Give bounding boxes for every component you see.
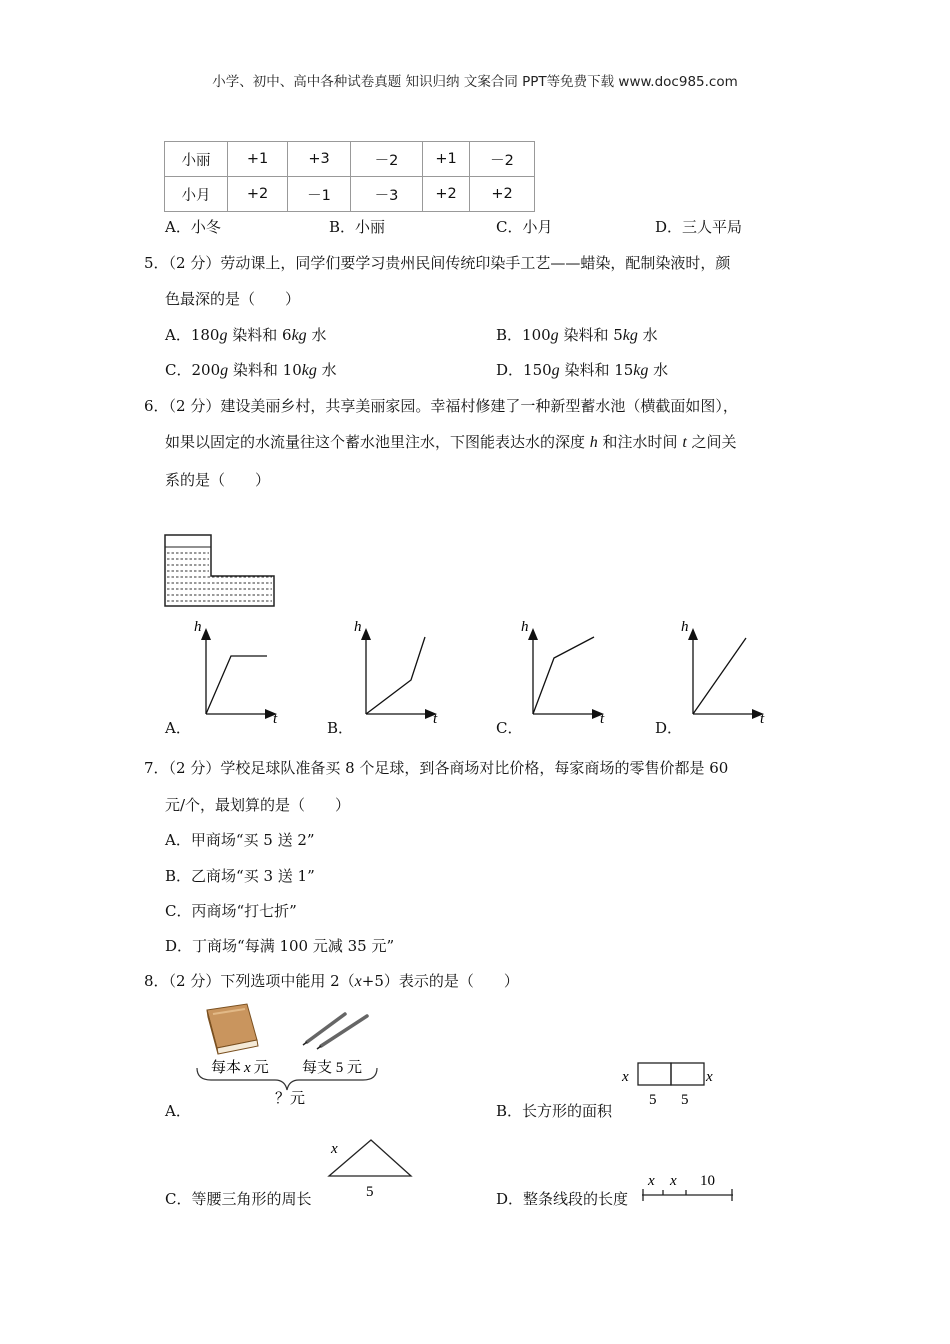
q7-option-a: A．甲商场“买 5 送 2” bbox=[165, 831, 315, 849]
axis-t-label: t bbox=[600, 711, 605, 726]
axis-h-label: h bbox=[354, 619, 362, 635]
q7-option-b: B．乙商场“买 3 送 1” bbox=[165, 867, 315, 885]
book-icon bbox=[207, 1004, 258, 1054]
rect-left bbox=[638, 1063, 671, 1085]
q4-option-c: C．小月 bbox=[496, 218, 553, 236]
q7-option-d: D．丁商场“每满 100 元减 35 元” bbox=[165, 937, 395, 955]
table-cell: 小月 bbox=[165, 177, 228, 212]
label-5: 5 bbox=[366, 1184, 374, 1200]
axis-h-label: h bbox=[681, 619, 689, 635]
score-table bbox=[164, 141, 535, 212]
q4-option-d: D．三人平局 bbox=[655, 218, 743, 236]
pen-price-label: 每支 5 元 bbox=[302, 1060, 363, 1076]
q6-label-a: A． bbox=[165, 719, 191, 737]
graph-option-a bbox=[185, 614, 285, 726]
q8-option-c-label: C．等腰三角形的周长 bbox=[165, 1190, 312, 1208]
q7-option-c: C．丙商场“打七折” bbox=[165, 902, 297, 920]
table-row bbox=[165, 177, 535, 212]
q6-stem-line3: 系的是（ ） bbox=[165, 471, 271, 489]
book-price-label: 每本 x 元 bbox=[211, 1060, 269, 1076]
axis-t-label: t bbox=[273, 711, 278, 726]
table-cell: －2 bbox=[470, 142, 535, 177]
q8-option-a-label: A． bbox=[165, 1102, 191, 1120]
q8-option-b-label: B．长方形的面积 bbox=[496, 1102, 613, 1120]
q7-stem-line1: 7．（2 分）学校足球队准备买 8 个足球，到各商场对比价格，每家商场的零售价都是 60 bbox=[144, 759, 729, 777]
label-5-right: 5 bbox=[681, 1092, 689, 1108]
label-5-left: 5 bbox=[649, 1092, 657, 1108]
q5-option-c: C．200g 染料和 10kg 水 bbox=[165, 361, 337, 379]
q5-stem-line2: 色最深的是（ ） bbox=[165, 290, 301, 308]
q4-option-b: B．小丽 bbox=[329, 218, 386, 236]
label-x: x bbox=[331, 1141, 338, 1157]
axis-h-label: h bbox=[194, 619, 202, 635]
graph-option-c bbox=[512, 614, 612, 726]
q4-option-a: A．小冬 bbox=[165, 218, 221, 236]
q5-stem-line1: 5．（2 分）劳动课上，同学们要学习贵州民间传统印染手工艺——蜡染，配制染液时，颜 bbox=[144, 254, 731, 272]
table-cell: +2 bbox=[470, 177, 535, 212]
q5-option-a: A．180g 染料和 6kg 水 bbox=[165, 326, 327, 344]
q8-stem: 8．（2 分）下列选项中能用 2（x+5）表示的是（ ） bbox=[144, 972, 519, 990]
q7-stem-line2: 元/个，最划算的是（ ） bbox=[165, 796, 351, 814]
page-header: 小学、初中、高中各种试卷真题 知识归纳 文案合同 PPT等免费下载 www.doc985.com bbox=[212, 74, 738, 90]
q6-stem-line2: 如果以固定的水流量往这个蓄水池里注水，下图能表达水的深度 h 和注水时间 t 之间关 bbox=[165, 433, 737, 451]
q6-label-d: D． bbox=[655, 719, 683, 737]
q8-option-a-figure bbox=[195, 1000, 385, 1108]
reservoir-diagram bbox=[162, 533, 277, 609]
q6-label-c: C． bbox=[496, 719, 523, 737]
q5-option-b: B．100g 染料和 5kg 水 bbox=[496, 326, 658, 344]
axis-h-label: h bbox=[521, 619, 529, 635]
rect-right bbox=[671, 1063, 704, 1085]
graph-option-b bbox=[345, 614, 445, 726]
q8-option-c-figure bbox=[325, 1136, 420, 1202]
table-cell: +2 bbox=[228, 177, 288, 212]
q6-label-b: B． bbox=[327, 719, 354, 737]
table-cell: +1 bbox=[423, 142, 470, 177]
label-10: 10 bbox=[700, 1173, 715, 1189]
label-x-1: x bbox=[648, 1173, 655, 1189]
table-cell: +3 bbox=[288, 142, 351, 177]
table-cell: －2 bbox=[351, 142, 423, 177]
q6-stem-line1: 6．（2 分）建设美丽乡村，共享美丽家园。幸福村修建了一种新型蓄水池（横截面如图）， bbox=[144, 397, 738, 415]
table-row bbox=[165, 142, 535, 177]
axis-t-label: t bbox=[760, 711, 765, 726]
table-cell: +2 bbox=[423, 177, 470, 212]
table-cell: －1 bbox=[288, 177, 351, 212]
label-x-right: x bbox=[706, 1069, 713, 1085]
pens-icon bbox=[303, 1014, 367, 1049]
table-cell: 小丽 bbox=[165, 142, 228, 177]
label-x-left: x bbox=[622, 1069, 629, 1085]
graph-option-d bbox=[672, 614, 772, 726]
total-price-label: ？元 bbox=[275, 1091, 306, 1107]
triangle bbox=[329, 1140, 411, 1176]
q8-option-d-figure bbox=[640, 1168, 740, 1204]
table-cell: －3 bbox=[351, 177, 423, 212]
q5-option-d: D．150g 染料和 15kg 水 bbox=[496, 361, 669, 379]
label-x-2: x bbox=[670, 1173, 677, 1189]
q8-option-d-label: D．整条线段的长度 bbox=[496, 1190, 629, 1208]
axis-t-label: t bbox=[433, 711, 438, 726]
q8-option-b-figure bbox=[618, 1058, 723, 1108]
table-cell: +1 bbox=[228, 142, 288, 177]
